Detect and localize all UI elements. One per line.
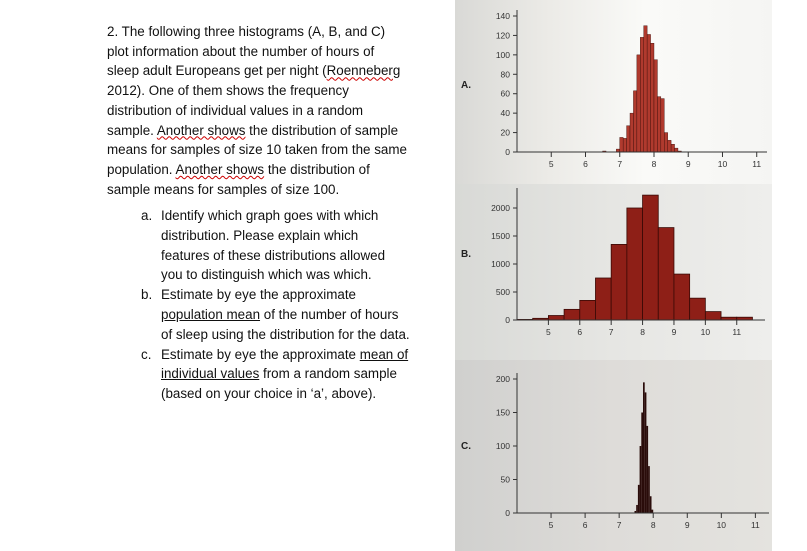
text-line bbox=[107, 101, 407, 121]
histogram-bar bbox=[633, 91, 636, 152]
y-tick-label: 40 bbox=[500, 108, 510, 119]
text-segment: distribution. Please explain which bbox=[161, 227, 359, 243]
y-tick-label: 140 bbox=[495, 11, 510, 21]
x-tick-label: 11 bbox=[752, 159, 762, 169]
panel-label: A. bbox=[461, 80, 471, 91]
underlined-text: individual values bbox=[161, 366, 260, 382]
x-tick-label: 8 bbox=[651, 159, 657, 169]
histogram-photo bbox=[455, 0, 772, 551]
histogram-b bbox=[455, 184, 772, 360]
question-intro bbox=[107, 22, 407, 199]
x-tick-label: 10 bbox=[700, 327, 711, 337]
y-tick-label: 0 bbox=[505, 147, 510, 157]
part-marker: c. bbox=[141, 346, 152, 362]
part-marker: a. bbox=[141, 208, 153, 223]
histogram-bar bbox=[630, 113, 633, 152]
text-line bbox=[161, 384, 410, 404]
question-part bbox=[141, 345, 410, 404]
y-tick-label: 0 bbox=[505, 315, 510, 325]
text-line bbox=[107, 61, 407, 81]
y-tick-label: 200 bbox=[495, 374, 510, 384]
x-tick-label: 11 bbox=[732, 327, 742, 337]
histogram-bar bbox=[654, 60, 657, 152]
text-line bbox=[107, 42, 407, 62]
x-tick-label: 8 bbox=[650, 520, 656, 530]
underlined-text: mean of bbox=[359, 346, 409, 362]
y-tick-label: 1000 bbox=[491, 259, 510, 269]
x-tick-label: 9 bbox=[671, 327, 677, 337]
text-line bbox=[107, 81, 407, 101]
histogram-bar bbox=[705, 312, 721, 320]
text-line bbox=[161, 305, 410, 325]
text-segment: means for samples of size 10 taken from the same bbox=[107, 142, 407, 158]
histogram-a bbox=[455, 0, 772, 184]
y-tick-label: 80 bbox=[500, 69, 510, 80]
histogram-bar bbox=[641, 413, 643, 514]
x-tick-label: 9 bbox=[684, 520, 690, 530]
text-segment: of the number of hours bbox=[260, 306, 399, 322]
x-tick-label: 6 bbox=[582, 520, 588, 530]
text-segment: the distribution of sample bbox=[245, 122, 399, 138]
x-tick-label: 7 bbox=[617, 159, 623, 169]
question-part bbox=[141, 206, 410, 285]
text-segment: you to distinguish which was which. bbox=[161, 267, 372, 283]
y-tick-label: 100 bbox=[495, 441, 510, 451]
text-line bbox=[161, 265, 410, 285]
histogram-bar bbox=[643, 195, 659, 320]
histogram-bar bbox=[671, 144, 674, 152]
y-tick-label: 150 bbox=[495, 407, 510, 418]
histogram-bar bbox=[646, 426, 648, 513]
y-tick-label: 0 bbox=[505, 508, 510, 518]
histogram-bar bbox=[648, 466, 650, 513]
part-marker: b. bbox=[141, 287, 153, 303]
histogram-bar bbox=[664, 133, 667, 152]
histogram-bar bbox=[640, 37, 643, 152]
text-segment: sleep adult Europeans get per night ( bbox=[107, 63, 327, 79]
histogram-bar bbox=[675, 148, 678, 152]
x-tick-label: 7 bbox=[608, 327, 614, 337]
y-tick-label: 2000 bbox=[491, 203, 510, 213]
x-tick-label: 6 bbox=[583, 159, 588, 169]
text-line bbox=[161, 226, 410, 246]
histogram-bar bbox=[620, 137, 623, 152]
histogram-bar bbox=[638, 485, 640, 513]
histogram-bar bbox=[580, 300, 596, 320]
histogram-bar bbox=[658, 228, 674, 320]
histogram-bar bbox=[690, 298, 706, 320]
histogram-bar bbox=[627, 208, 643, 320]
x-tick-label: 5 bbox=[548, 520, 554, 530]
underlined-text: Another shows bbox=[175, 161, 265, 177]
histogram-bar bbox=[674, 274, 690, 320]
histogram-bar bbox=[643, 382, 645, 513]
x-tick-label: 11 bbox=[750, 520, 760, 530]
text-line bbox=[161, 364, 410, 384]
histogram-bar bbox=[650, 496, 652, 513]
histogram-bar bbox=[647, 34, 650, 152]
underlined-text: population mean bbox=[161, 306, 261, 322]
text-segment: Estimate by eye the approximate bbox=[161, 346, 360, 362]
histogram-bar bbox=[668, 140, 671, 152]
text-segment: Identify which graph goes with which bbox=[161, 208, 379, 223]
histogram-bar bbox=[640, 446, 642, 513]
histogram-bar bbox=[652, 510, 654, 513]
x-tick-label: 5 bbox=[548, 159, 554, 169]
histogram-bar bbox=[611, 244, 627, 320]
text-line bbox=[107, 22, 407, 42]
text-segment: Estimate by eye the approximate bbox=[161, 287, 357, 303]
underlined-text: Roenneberg bbox=[326, 63, 401, 79]
x-tick-label: 9 bbox=[685, 159, 691, 169]
x-tick-label: 5 bbox=[546, 327, 551, 337]
x-tick-label: 8 bbox=[640, 327, 645, 337]
y-tick-label: 120 bbox=[495, 30, 510, 41]
histogram-bar bbox=[623, 138, 626, 152]
x-tick-label: 10 bbox=[717, 159, 728, 169]
text-segment: 2012). One of them shows the frequency bbox=[107, 83, 349, 99]
histogram-bar bbox=[627, 126, 630, 152]
underlined-text: Another shows bbox=[156, 122, 246, 138]
text-line bbox=[161, 325, 410, 345]
histogram-bar bbox=[657, 97, 660, 152]
histogram-bar bbox=[636, 505, 638, 513]
text-line bbox=[161, 246, 410, 266]
y-tick-label: 20 bbox=[500, 127, 510, 138]
x-tick-label: 7 bbox=[616, 520, 622, 530]
text-line bbox=[161, 345, 410, 365]
text-segment: population. bbox=[107, 161, 176, 177]
histogram-bar bbox=[645, 392, 647, 513]
text-line bbox=[161, 206, 410, 226]
text-line bbox=[107, 160, 407, 180]
y-tick-label: 1500 bbox=[491, 231, 510, 241]
text-segment: of sleep using the distribution for the data. bbox=[161, 326, 410, 342]
text-segment: sample. bbox=[107, 122, 157, 138]
panel-label: C. bbox=[461, 441, 471, 452]
x-tick-label: 6 bbox=[577, 327, 583, 337]
text-line bbox=[161, 285, 410, 305]
histogram-bar bbox=[651, 43, 654, 152]
y-tick-label: 50 bbox=[500, 474, 510, 485]
text-line bbox=[107, 180, 407, 200]
text-segment: plot information about the number of hours of bbox=[107, 43, 375, 59]
x-tick-label: 10 bbox=[716, 520, 727, 530]
histogram-bar bbox=[637, 55, 640, 152]
histogram-bar bbox=[564, 309, 580, 320]
text-line bbox=[107, 121, 407, 141]
y-tick-label: 500 bbox=[495, 287, 510, 297]
panel-label: B. bbox=[461, 249, 471, 260]
histogram-bar bbox=[661, 99, 664, 152]
question-part bbox=[141, 285, 410, 344]
text-line bbox=[107, 140, 407, 160]
text-segment: sample means for samples of size 100. bbox=[107, 181, 340, 197]
text-segment: distribution of individual values in a random bbox=[107, 102, 364, 118]
text-segment: (based on your choice in ‘a’, above). bbox=[161, 386, 377, 402]
text-segment: the distribution of bbox=[264, 161, 370, 177]
y-tick-label: 100 bbox=[495, 49, 510, 60]
histogram-c bbox=[455, 360, 772, 551]
question-parts bbox=[141, 206, 410, 404]
histogram-bar bbox=[595, 278, 611, 320]
text-segment: features of these distributions allowed bbox=[161, 247, 386, 263]
text-segment: from a random sample bbox=[259, 366, 397, 382]
text-segment: 2. The following three histograms (A, B, and C) bbox=[107, 24, 386, 39]
y-tick-label: 60 bbox=[500, 88, 510, 99]
histogram-bar bbox=[644, 26, 647, 152]
histogram-bar bbox=[548, 316, 564, 320]
